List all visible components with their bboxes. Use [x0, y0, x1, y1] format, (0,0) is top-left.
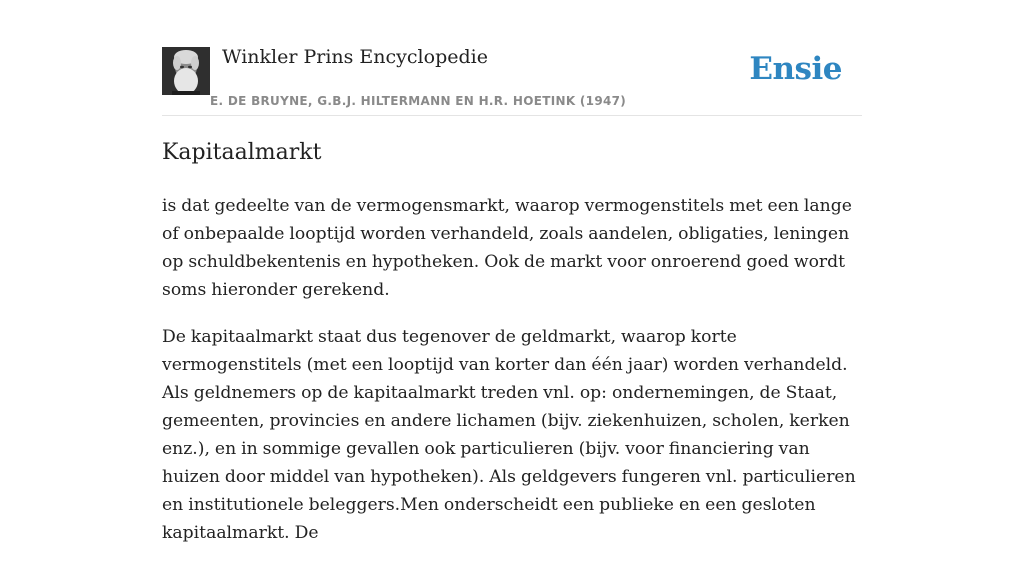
source-title[interactable]: Winkler Prins Encyclopedie [222, 46, 488, 68]
source-header [162, 45, 862, 116]
article-body [162, 192, 862, 566]
article-title: Kapitaalmarkt [162, 140, 322, 165]
brand-logo[interactable]: Ensie [749, 51, 842, 87]
article-paragraph: is dat gedeelte van de vermogensmarkt, waarop vermogenstitels met een lange of onbepaalde looptijd worden verhandeld, zoals aandelen, obligaties, leningen op schuldbekentenis en hypotheken. Ook de markt voor onroerend goed wordt soms hieronder gerekend. [162, 196, 852, 300]
source-authors: E. DE BRUYNE, G.B.J. HILTERMANN EN H.R. HOETINK (1947) [210, 94, 627, 108]
article-paragraph: De kapitaalmarkt staat dus tegenover de geldmarkt, waarop korte vermogenstitels (met een looptijd van korter dan één jaar) worden verhandeld. Als geldnemers op de kapitaalmarkt treden vnl. op: ondernemingen, de Staat, gemeenten, provincies en andere lichamen (bijv. ziekenhuizen, scholen, kerken enz.), en in sommige gevallen ook particulieren (bijv. voor financiering van huizen door middel van hypotheken). Als geldgevers fungeren vnl. particulieren en institutionele beleggers.Men onderscheidt een publieke en een gesloten kapitaalmarkt. De [162, 327, 856, 543]
author-portrait-icon [162, 47, 210, 95]
